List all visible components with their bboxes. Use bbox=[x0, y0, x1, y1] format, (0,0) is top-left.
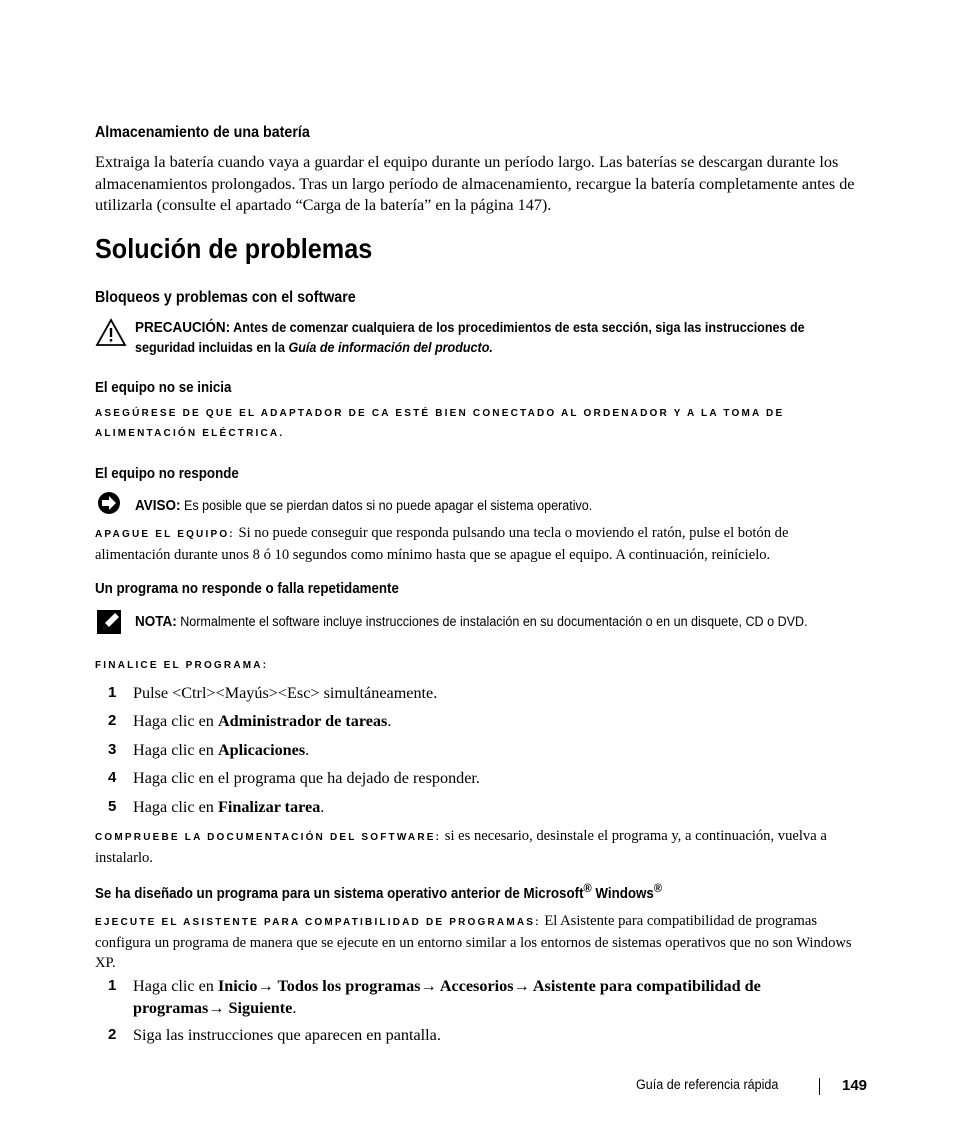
step-bold: Finalizar tarea bbox=[217, 798, 321, 816]
step-text: Siga las instrucciones que aparecen en pantalla. bbox=[133, 1026, 441, 1044]
step-text: Haga clic en el programa que ha dejado de responder. bbox=[133, 769, 480, 787]
storage-heading: Almacenamiento de una batería bbox=[95, 124, 310, 141]
step-number: 2 bbox=[108, 1026, 117, 1043]
page-title: Solución de problemas bbox=[95, 233, 373, 264]
note-text bbox=[135, 612, 865, 632]
step-post: . bbox=[305, 741, 310, 759]
section-heading-software: Bloqueos y problemas con el software bbox=[95, 289, 356, 306]
notice-arrow-icon bbox=[95, 491, 127, 521]
step-text: Pulse <Ctrl><Mayús><Esc> simultáneamente. bbox=[133, 684, 438, 702]
caution-text bbox=[135, 318, 865, 358]
footer-title: Guía de referencia rápida bbox=[636, 1077, 779, 1092]
registered-mark: ® bbox=[583, 881, 592, 895]
check-docs-paragraph bbox=[95, 826, 860, 868]
heading-older-os-text: Se ha diseñado un programa para un sistema operativo anterior de Microsoft bbox=[95, 885, 584, 902]
compat-wizard-body: El Asistente para compatibilidad de programas configura un programa de manera que se ejecute en un entorno similar a los entornos de sistemas operativos que no son Windows XP. bbox=[95, 913, 852, 971]
shutdown-body: Si no puede conseguir que responda pulsando una tecla o moviendo el ratón, pulse el botón de alimentación durante unos 8 ó 10 segundos como mínimo hasta que se apague el equipo. A continuación, reinícielo. bbox=[95, 525, 789, 563]
step-text: Haga clic en bbox=[133, 977, 218, 995]
caution-notice bbox=[95, 318, 865, 362]
menu-path: Inicio→ Todos los programas→ Accesorios→ Asistente para compatibilidad de programas→ Siguiente bbox=[133, 977, 761, 1017]
step-number: 2 bbox=[108, 712, 117, 729]
heading-older-os bbox=[95, 881, 662, 902]
page-number: 149 bbox=[842, 1077, 868, 1094]
end-program-lead: FINALICE EL PROGRAMA: bbox=[95, 660, 269, 671]
heading-not-respond: El equipo no responde bbox=[95, 466, 239, 482]
aviso-text bbox=[135, 496, 865, 516]
step-bold: Administrador de tareas bbox=[217, 712, 388, 730]
note-pencil-icon bbox=[95, 609, 127, 639]
shutdown-paragraph bbox=[95, 523, 860, 565]
step-number: 1 bbox=[108, 684, 117, 701]
not-start-line2: ALIMENTACIÓN ELÉCTRICA. bbox=[95, 428, 285, 439]
heading-program-crash: Un programa no responde o falla repetidamente bbox=[95, 581, 399, 597]
step-number: 5 bbox=[108, 798, 117, 815]
heading-not-start: El equipo no se inicia bbox=[95, 380, 232, 396]
not-start-line1: ASEGÚRESE DE QUE EL ADAPTADOR DE CA ESTÉ BIEN CONECTADO AL ORDENADOR Y A LA TOMA DE bbox=[95, 408, 785, 419]
registered-mark: ® bbox=[653, 881, 663, 895]
step-post: . bbox=[292, 998, 297, 1017]
note-label: NOTA: bbox=[135, 614, 177, 630]
step-text: Haga clic en bbox=[133, 712, 218, 730]
step-number: 4 bbox=[108, 769, 117, 786]
step-text: Haga clic en bbox=[133, 741, 218, 759]
step-text: Haga clic en bbox=[133, 798, 218, 816]
storage-paragraph: Extraiga la batería cuando vaya a guardar el equipo durante un período largo. Las baterías se descargan durante los almacenamientos prolongados. Tras un largo período de almacenamiento, recargue la batería completamente antes de utilizarla (consulte el apartado “Carga de la batería” en la página 147). bbox=[95, 153, 855, 214]
aviso-label: AVISO: bbox=[135, 498, 181, 514]
step-number: 1 bbox=[108, 977, 117, 994]
aviso-body: Es posible que se pierdan datos si no puede apagar el sistema operativo. bbox=[180, 498, 593, 513]
step-post: . bbox=[320, 798, 325, 816]
check-docs-body: si es necesario, desinstale el programa y, a continuación, vuelva a instalarlo. bbox=[95, 828, 827, 866]
aviso-notice bbox=[95, 491, 865, 517]
shutdown-lead: APAGUE EL EQUIPO: bbox=[95, 529, 235, 540]
footer-separator bbox=[819, 1078, 820, 1095]
heading-older-os-windows: Windows bbox=[591, 885, 654, 902]
step-number: 3 bbox=[108, 741, 117, 758]
warning-triangle-icon bbox=[95, 318, 127, 348]
caution-italic: Guía de información del producto. bbox=[288, 340, 493, 355]
step-bold: Aplicaciones bbox=[217, 741, 306, 759]
note-body: Normalmente el software incluye instrucciones de instalación en su documentación o en un disquete, CD o DVD. bbox=[176, 614, 808, 629]
compat-wizard-paragraph bbox=[95, 911, 860, 973]
check-docs-lead: COMPRUEBE LA DOCUMENTACIÓN DEL SOFTWARE: bbox=[95, 832, 442, 843]
caution-label: PRECAUCIÓN: bbox=[135, 320, 231, 336]
note-notice bbox=[95, 609, 865, 651]
step-post: . bbox=[387, 712, 392, 730]
caution-body: Antes de comenzar cualquiera de los procedimientos de esta sección, siga las instrucciones de seguridad incluidas en la bbox=[135, 320, 805, 355]
compat-wizard-lead: EJECUTE EL ASISTENTE PARA COMPATIBILIDAD DE PROGRAMAS: bbox=[95, 917, 541, 928]
